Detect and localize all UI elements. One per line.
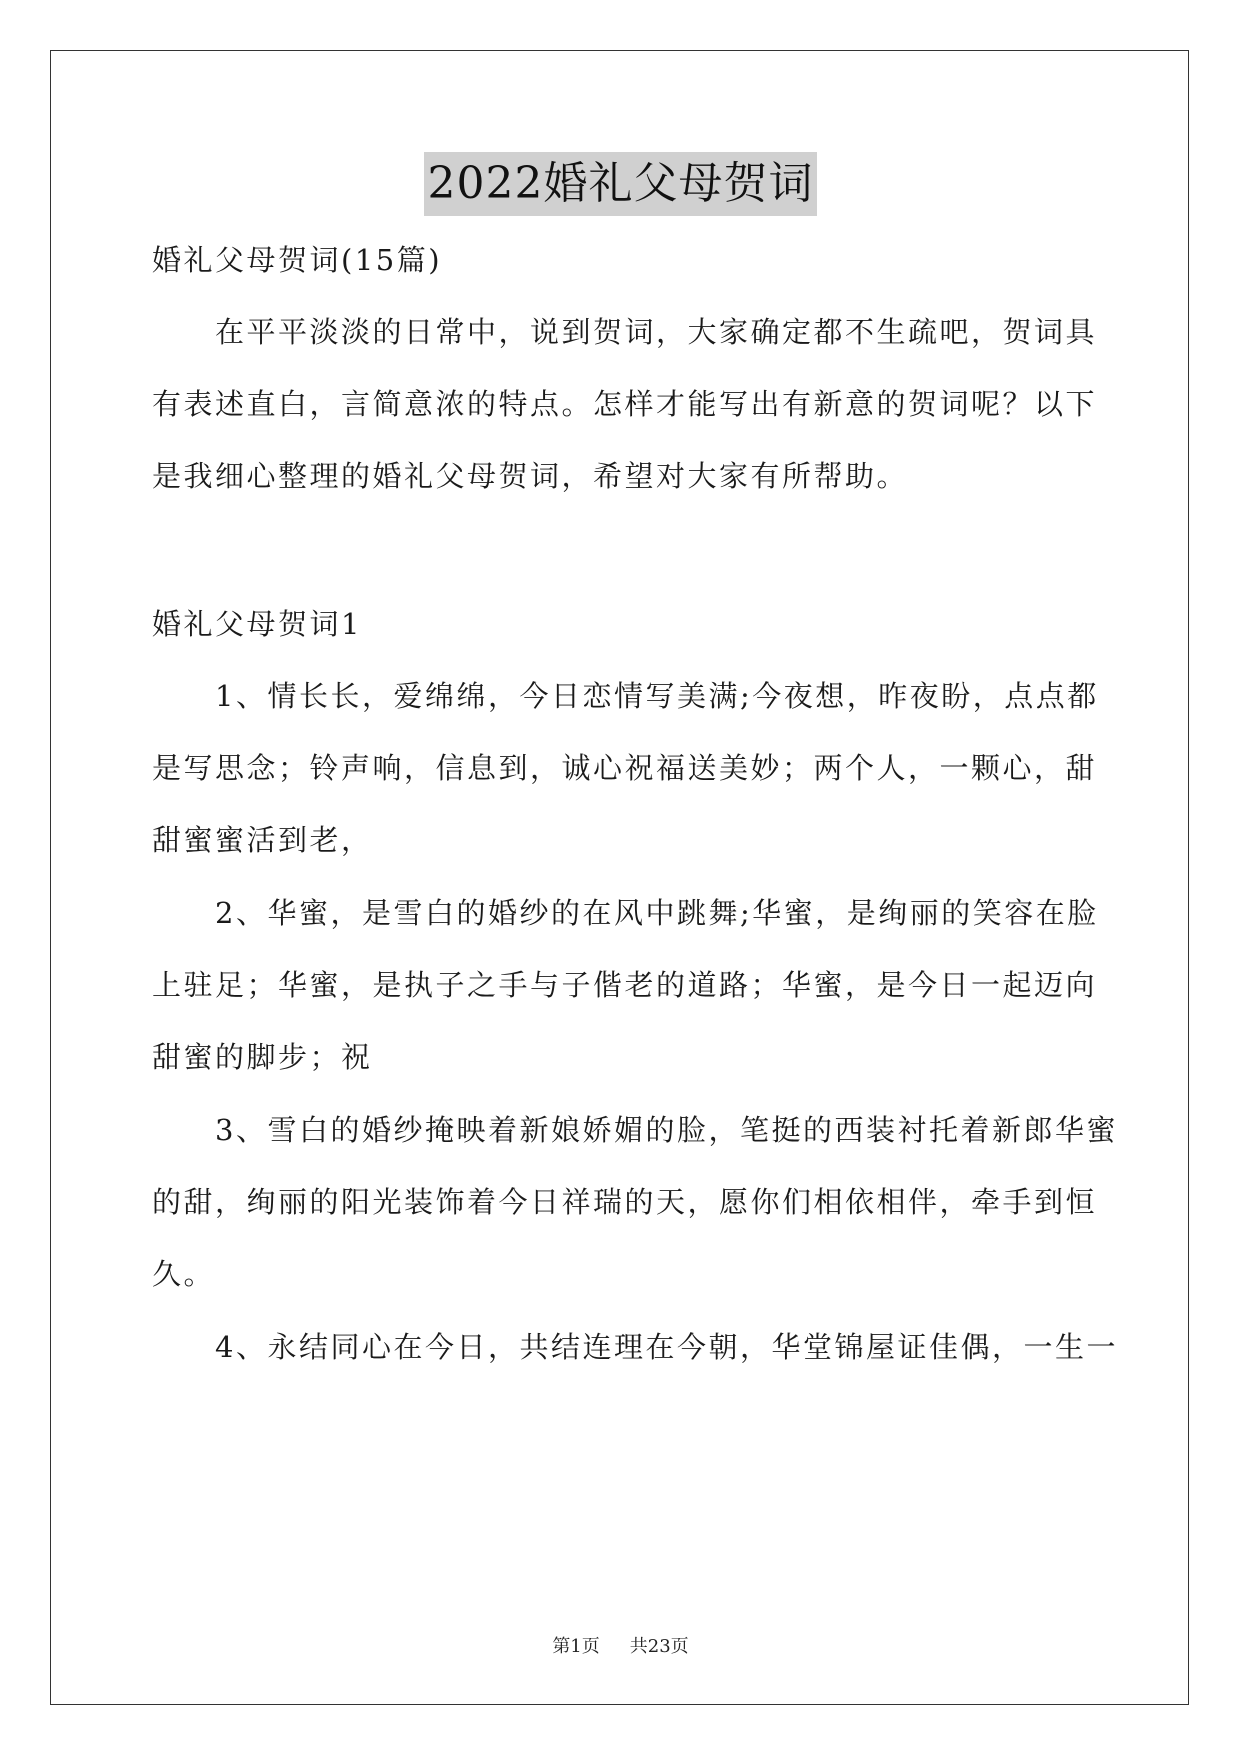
page-footer [0,1632,1241,1658]
page-border [50,50,1189,1705]
paragraph-line: 2、华蜜，是雪白的婚纱的在风中跳舞;华蜜，是绚丽的笑容在脸 [152,896,1099,930]
paragraph-line: 在平平淡淡的日常中，说到贺词，大家确定都不生疏吧，贺词具 [152,315,1098,349]
paragraph-line: 有表述直白，言简意浓的特点。怎样才能写出有新意的贺词呢？以下 [152,387,1098,421]
paragraph-line: 是写思念；铃声响，信息到，诚心祝福送美妙；两个人，一颗心，甜 [152,751,1098,785]
section-heading: 婚礼父母贺词1 [152,607,362,641]
subtitle-line: 婚礼父母贺词(15篇) [152,243,443,277]
title-container [0,152,1241,216]
paragraph-line: 4、永结同心在今日，共结连理在今朝，华堂锦屋证佳偶，一生一 [152,1330,1118,1364]
paragraph-line: 1、情长长，爱绵绵，今日恋情写美满;今夜想，昨夜盼，点点都 [152,679,1099,713]
paragraph-line: 的甜，绚丽的阳光装饰着今日祥瑞的天，愿你们相依相伴，牵手到恒 [152,1185,1098,1219]
paragraph-line: 甜蜜的脚步；祝 [152,1040,373,1074]
total-pages: 共23页 [629,1636,689,1657]
paragraph-line: 3、雪白的婚纱掩映着新娘娇媚的脸，笔挺的西装衬托着新郎华蜜 [152,1113,1118,1147]
paragraph-line: 久。 [152,1257,216,1291]
paragraph-line: 甜蜜蜜活到老， [152,823,373,857]
page-number: 第1页 [552,1636,600,1657]
paragraph-line: 是我细心整理的婚礼父母贺词，希望对大家有所帮助。 [152,459,909,493]
document-title: 2022婚礼父母贺词 [424,152,818,216]
paragraph-line: 上驻足；华蜜，是执子之手与子偕老的道路；华蜜，是今日一起迈向 [152,968,1098,1002]
